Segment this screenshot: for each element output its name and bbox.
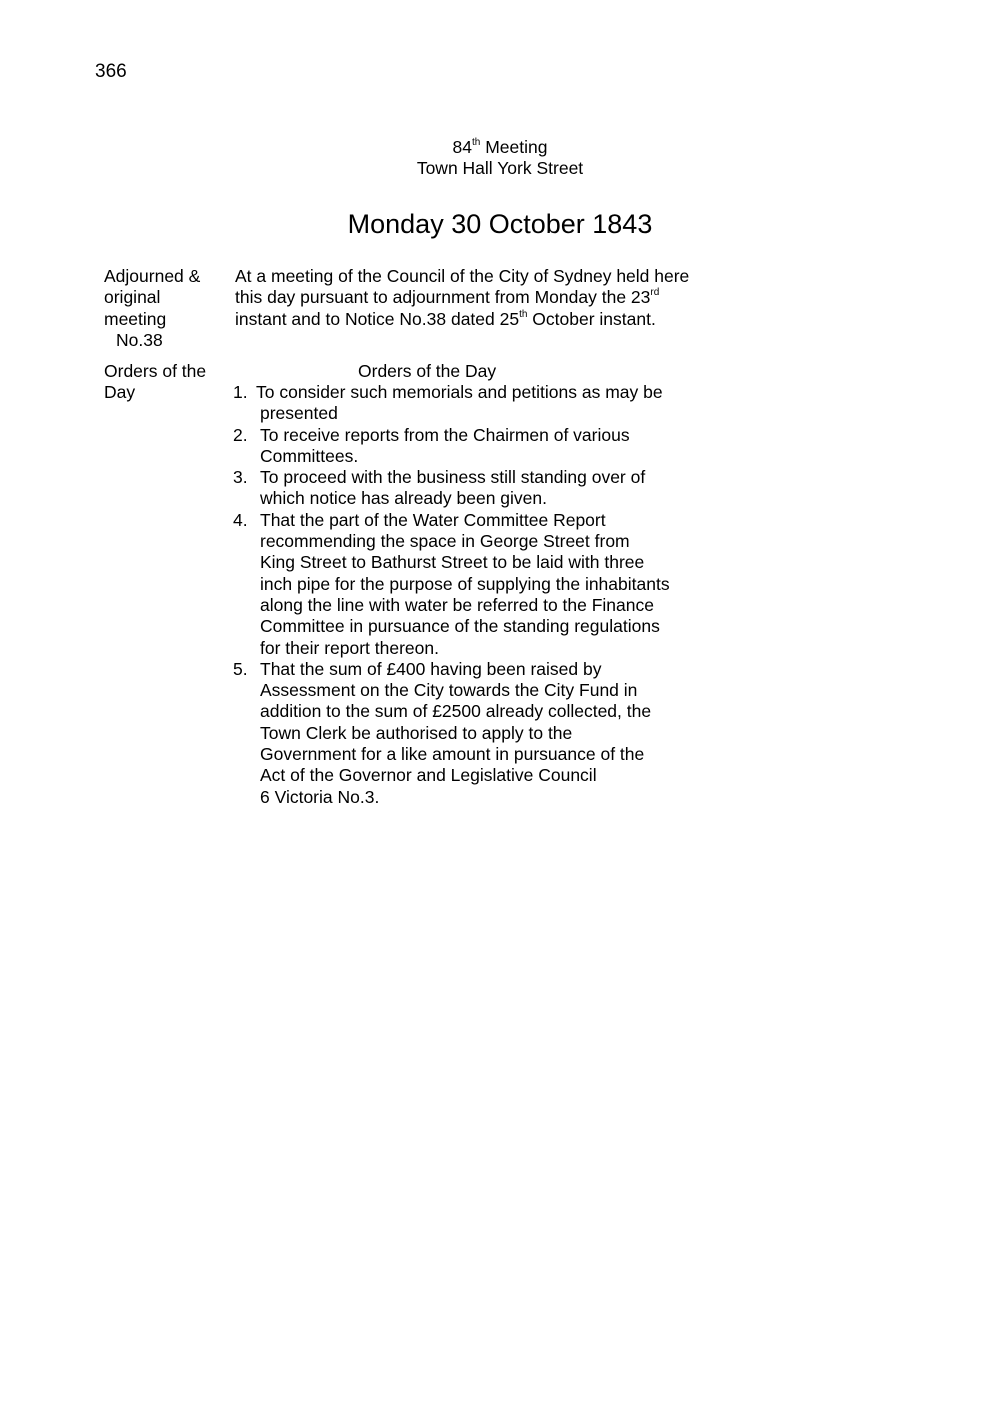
meeting-location: Town Hall York Street [416, 158, 584, 179]
order-line: which notice has already been given. [260, 488, 547, 509]
meeting-number-suffix: th [472, 137, 481, 149]
order-line: Government for a like amount in pursuance of the [260, 744, 645, 765]
order-number: 1. [233, 382, 248, 402]
margin-note-line: Adjourned & [104, 266, 201, 286]
order-line: Committee in pursuance of the standing regulations [260, 616, 660, 637]
order-number: 4. [233, 509, 248, 530]
date-title: Monday 30 October 1843 [347, 209, 653, 239]
order-item [233, 510, 713, 659]
order-line: To proceed with the business still standing over of [260, 467, 646, 488]
margin-note-line: Day [104, 382, 136, 403]
order-item [233, 659, 713, 808]
order-item [233, 467, 713, 510]
order-line: presented [260, 403, 338, 424]
ordinal-suffix: th [519, 308, 528, 320]
margin-note-line: original [104, 287, 161, 308]
order-line: for their report thereon. [260, 637, 439, 658]
margin-note-orders [104, 361, 229, 404]
order-line: Town Clerk be authorised to apply to the [260, 722, 573, 743]
intro-text: October instant. [527, 308, 656, 329]
order-item [233, 382, 713, 425]
margin-note-line: Orders of the [104, 361, 207, 381]
meeting-header [0, 137, 1000, 180]
margin-note-adjourned [104, 266, 229, 351]
intro-line [235, 287, 735, 308]
intro-text: instant and to Notice No.38 dated 25 [235, 308, 520, 329]
order-line: recommending the space in George Street from [260, 531, 630, 552]
intro-line [235, 309, 735, 330]
order-line: addition to the sum of £2500 already collected, the [260, 701, 652, 722]
intro-text: this day pursuant to adjournment from Monday the 23 [235, 287, 651, 308]
meeting-word: Meeting [480, 137, 548, 157]
order-line: inch pipe for the purpose of supplying the inhabitants [260, 573, 670, 594]
order-line: Assessment on the City towards the City Fund in [260, 680, 638, 701]
order-line: That the part of the Water Committee Report [260, 509, 606, 530]
intro-paragraph [235, 266, 735, 330]
order-line: Act of the Governor and Legislative Council [260, 765, 597, 786]
order-line: To receive reports from the Chairmen of various [260, 424, 630, 445]
order-item [233, 425, 713, 468]
order-line: 6 Victoria No.3. [260, 786, 380, 807]
page-number: 366 [95, 61, 127, 82]
order-line: along the line with water be referred to the Finance [260, 594, 654, 615]
order-number: 3. [233, 467, 248, 488]
margin-note-line: meeting [104, 308, 167, 329]
ordinal-suffix: rd [650, 287, 660, 299]
orders-heading: Orders of the Day [358, 361, 497, 381]
order-line: To consider such memorials and petitions as may be [256, 382, 663, 402]
order-line: That the sum of £400 having been raised by [260, 658, 602, 679]
order-number: 5. [233, 658, 248, 679]
order-line: King Street to Bathurst Street to be laid with three [260, 552, 645, 573]
meeting-number: 84 [452, 137, 472, 157]
meeting-number-line [0, 137, 1000, 158]
intro-line: At a meeting of the Council of the City of Sydney held here [235, 266, 690, 286]
margin-note-line: No.38 [116, 329, 163, 350]
orders-list [233, 382, 713, 808]
order-number: 2. [233, 424, 248, 445]
order-line: Committees. [260, 445, 359, 466]
